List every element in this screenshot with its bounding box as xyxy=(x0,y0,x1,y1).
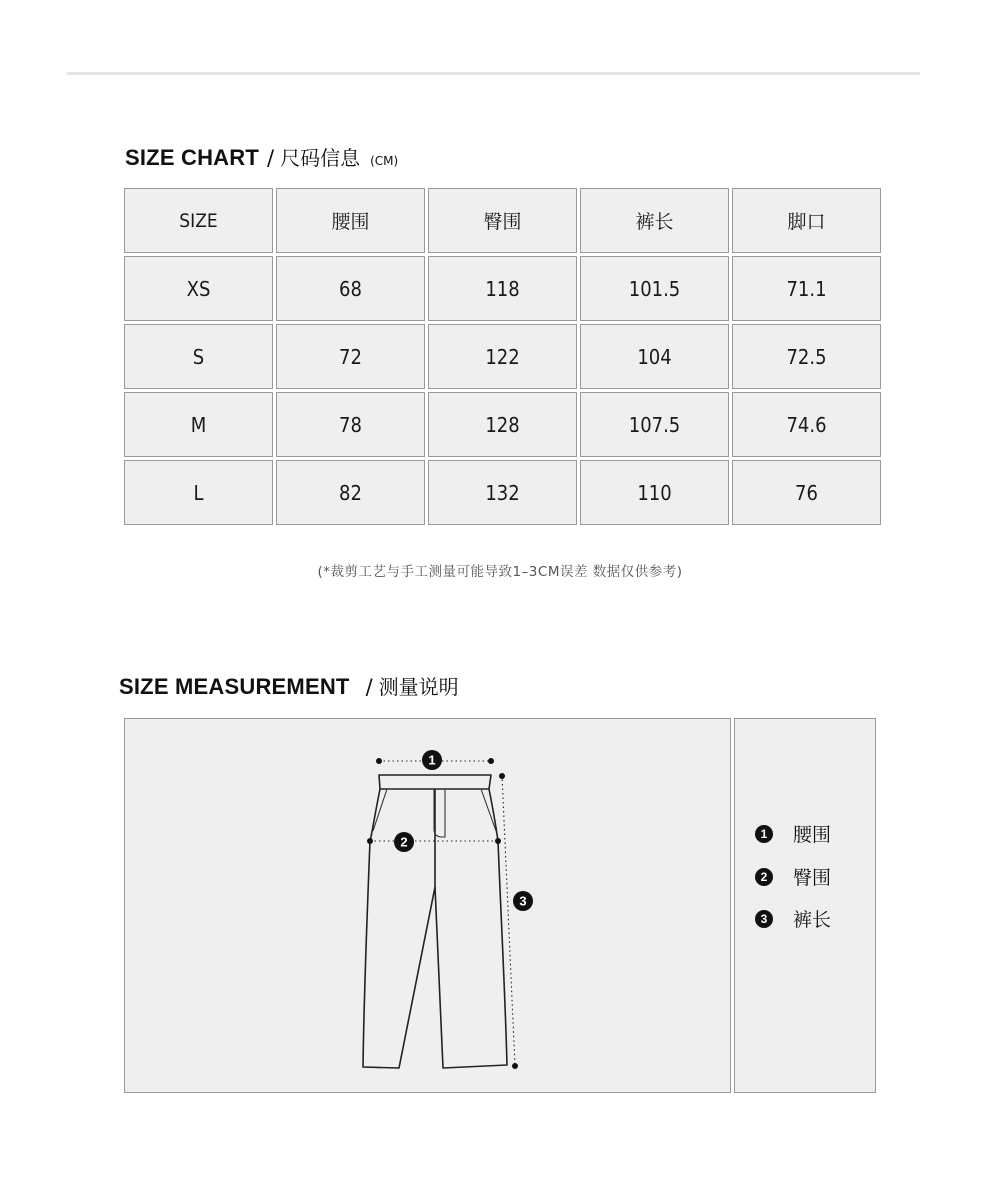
marker-label: 2 xyxy=(400,834,408,850)
measure-endpoints xyxy=(367,758,518,1069)
measurement-heading xyxy=(119,671,459,700)
table-cell: 118 xyxy=(428,256,577,321)
measurement-title-en: SIZE MEASUREMENT xyxy=(119,674,350,699)
measurement-title-zh: 测量说明 xyxy=(378,675,459,699)
top-divider xyxy=(67,72,920,75)
table-cell: 72 xyxy=(276,324,425,389)
legend-item-waist xyxy=(755,820,831,847)
measure-dot xyxy=(488,758,494,764)
table-cell: 107.5 xyxy=(580,392,729,457)
legend-item-hip xyxy=(755,863,831,890)
table-cell: 71.1 xyxy=(732,256,881,321)
marker-waist xyxy=(422,750,442,770)
table-cell: XS xyxy=(124,256,273,321)
measurement-legend xyxy=(734,718,876,1093)
legend-number-badge: 2 xyxy=(755,868,773,886)
table-cell: 128 xyxy=(428,392,577,457)
measure-dot xyxy=(499,773,505,779)
table-cell: 72.5 xyxy=(732,324,881,389)
measurement-note: (*裁剪工艺与手工测量可能导致1–3CM误差 数据仅供参考) xyxy=(317,564,683,580)
measure-dot xyxy=(495,838,501,844)
column-header: 腰围 xyxy=(276,188,425,253)
length-measure-line xyxy=(502,775,515,1066)
marker-label: 3 xyxy=(519,893,527,909)
table-cell: 78 xyxy=(276,392,425,457)
unit-label: (CM) xyxy=(370,154,399,168)
legend-number-badge: 3 xyxy=(755,910,773,928)
pants-left-leg xyxy=(363,789,435,1068)
marker-hip xyxy=(394,832,414,852)
pants-left-pocket xyxy=(373,789,387,831)
table-cell: M xyxy=(124,392,273,457)
pants-diagram-panel xyxy=(124,718,731,1093)
legend-number-badge: 1 xyxy=(755,825,773,843)
measure-dot xyxy=(376,758,382,764)
column-header: SIZE xyxy=(124,188,273,253)
table-cell: 132 xyxy=(428,460,577,525)
title-separator: / xyxy=(365,675,373,699)
size-table xyxy=(124,188,881,525)
legend-label: 腰围 xyxy=(793,824,832,846)
table-cell: 110 xyxy=(580,460,729,525)
column-header: 臀围 xyxy=(428,188,577,253)
measure-dot xyxy=(367,838,373,844)
legend-item-length xyxy=(755,905,831,932)
table-cell: S xyxy=(124,324,273,389)
measure-dot xyxy=(512,1063,518,1069)
marker-label: 1 xyxy=(428,752,436,768)
table-cell: 122 xyxy=(428,324,577,389)
legend-label: 臀围 xyxy=(793,867,832,889)
table-cell: 68 xyxy=(276,256,425,321)
table-cell: 82 xyxy=(276,460,425,525)
table-cell: 74.6 xyxy=(732,392,881,457)
size-chart-title-zh: 尺码信息 xyxy=(280,146,361,170)
pants-diagram xyxy=(125,719,730,1092)
table-cell: 101.5 xyxy=(580,256,729,321)
column-header: 裤长 xyxy=(580,188,729,253)
size-chart-title-en: SIZE CHART xyxy=(125,145,259,170)
legend-label: 裤长 xyxy=(793,909,832,931)
table-cell: 76 xyxy=(732,460,881,525)
size-chart-heading xyxy=(125,142,398,171)
title-separator: / xyxy=(267,146,275,170)
table-cell: L xyxy=(124,460,273,525)
column-header: 脚口 xyxy=(732,188,881,253)
pants-waistband xyxy=(379,775,491,789)
marker-length xyxy=(513,891,533,911)
table-cell: 104 xyxy=(580,324,729,389)
